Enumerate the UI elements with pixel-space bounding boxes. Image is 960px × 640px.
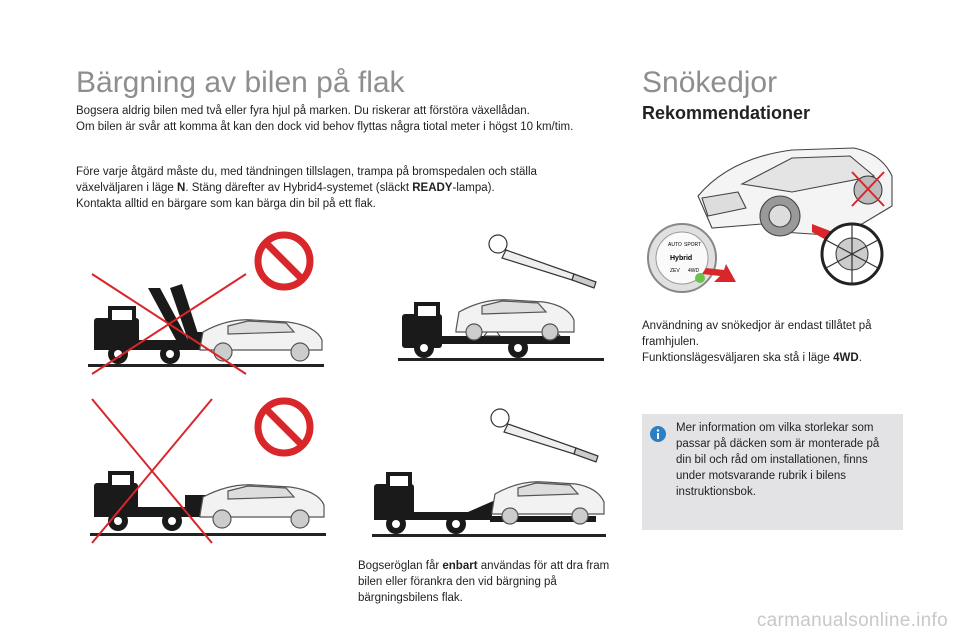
mode-text: Funktionslägesväljaren ska stå i läge bbox=[642, 352, 834, 364]
mode-selector-dial bbox=[648, 224, 716, 292]
tow-eye-icon bbox=[489, 235, 596, 288]
info-text: Mer information om vilka storlekar som passar på däcken som är monterade på din bil och råd om installationen, finns under motsvarande rubrik i bilens instruktionsbok. bbox=[676, 422, 880, 498]
info-icon bbox=[650, 426, 666, 442]
prohibition-sign-icon bbox=[258, 401, 310, 453]
watermark: carmanualsonline.info bbox=[756, 610, 948, 631]
mode-4wd: 4WD bbox=[833, 352, 859, 364]
illustration-ramp-truck-with-tow-eye bbox=[372, 404, 612, 544]
illustration-tow-dolly-prohibited bbox=[90, 395, 330, 545]
illustration-flatbed-with-tow-eye bbox=[398, 230, 608, 370]
tow-eye-caption bbox=[358, 558, 618, 606]
instr-text-c: . Stäng därefter av Hybrid4-systemet (släckt bbox=[185, 182, 413, 194]
caption-text-c: användas för att dra fram bilen eller förankra den vid bärgning på bärgningsbilens flak. bbox=[358, 560, 610, 604]
dial-label-4wd: 4WD bbox=[688, 268, 700, 274]
illustration-snow-chains bbox=[642, 136, 904, 296]
snow-chain-wheel-icon bbox=[822, 224, 882, 284]
illustration-tow-lift-prohibited bbox=[88, 228, 328, 378]
instr-line-3: Kontakta alltid en bärgare som kan bärga din bil på ett flak. bbox=[76, 198, 376, 210]
snow-chains-line-1: Användning av snökedjor är endast tillåtet på framhjulen. bbox=[642, 320, 872, 348]
instr-gear-n: N bbox=[177, 182, 186, 194]
page-title-towing: Bärgning av bilen på flak bbox=[76, 66, 405, 99]
towing-warning-paragraph bbox=[76, 103, 636, 135]
tow-eye-icon bbox=[491, 409, 598, 462]
towing-warning-line-1: Bogsera aldrig bilen med två eller fyra hjul på marken. Du riskerar att förstöra växellådan. bbox=[76, 105, 530, 117]
snow-chains-paragraph bbox=[642, 318, 912, 366]
dial-label-hybrid: Hybrid bbox=[670, 255, 693, 262]
instr-ready: READY bbox=[412, 182, 453, 194]
caption-only: enbart bbox=[442, 560, 478, 572]
caption-text-a: Bogseröglan får bbox=[358, 560, 443, 572]
instr-text-a: Före varje åtgärd måste du, med tändningen tillslagen, trampa på bromspedalen och ställa växelväljaren i läge bbox=[76, 166, 537, 194]
rear-wheel-chain-crossed bbox=[852, 172, 884, 206]
mode-period: . bbox=[858, 352, 862, 364]
towing-warning-line-2: Om bilen är svår att komma åt kan den dock vid behov flyttas några tiotal meter i högst 10 km/tim. bbox=[76, 121, 574, 133]
instr-text-e: -lampa). bbox=[452, 182, 495, 194]
info-box bbox=[642, 414, 903, 530]
towing-instructions-paragraph bbox=[76, 164, 596, 212]
page-title-snow-chains: Snökedjor bbox=[642, 66, 778, 99]
section-subtitle-recommendations: Rekommendationer bbox=[642, 103, 811, 123]
dial-label-auto: AUTO bbox=[668, 242, 682, 248]
prohibition-sign-icon bbox=[258, 235, 310, 287]
dial-label-zev: ZEV bbox=[670, 268, 680, 274]
snow-chains-line-2 bbox=[642, 350, 912, 366]
dial-label-sport: SPORT bbox=[684, 242, 702, 248]
